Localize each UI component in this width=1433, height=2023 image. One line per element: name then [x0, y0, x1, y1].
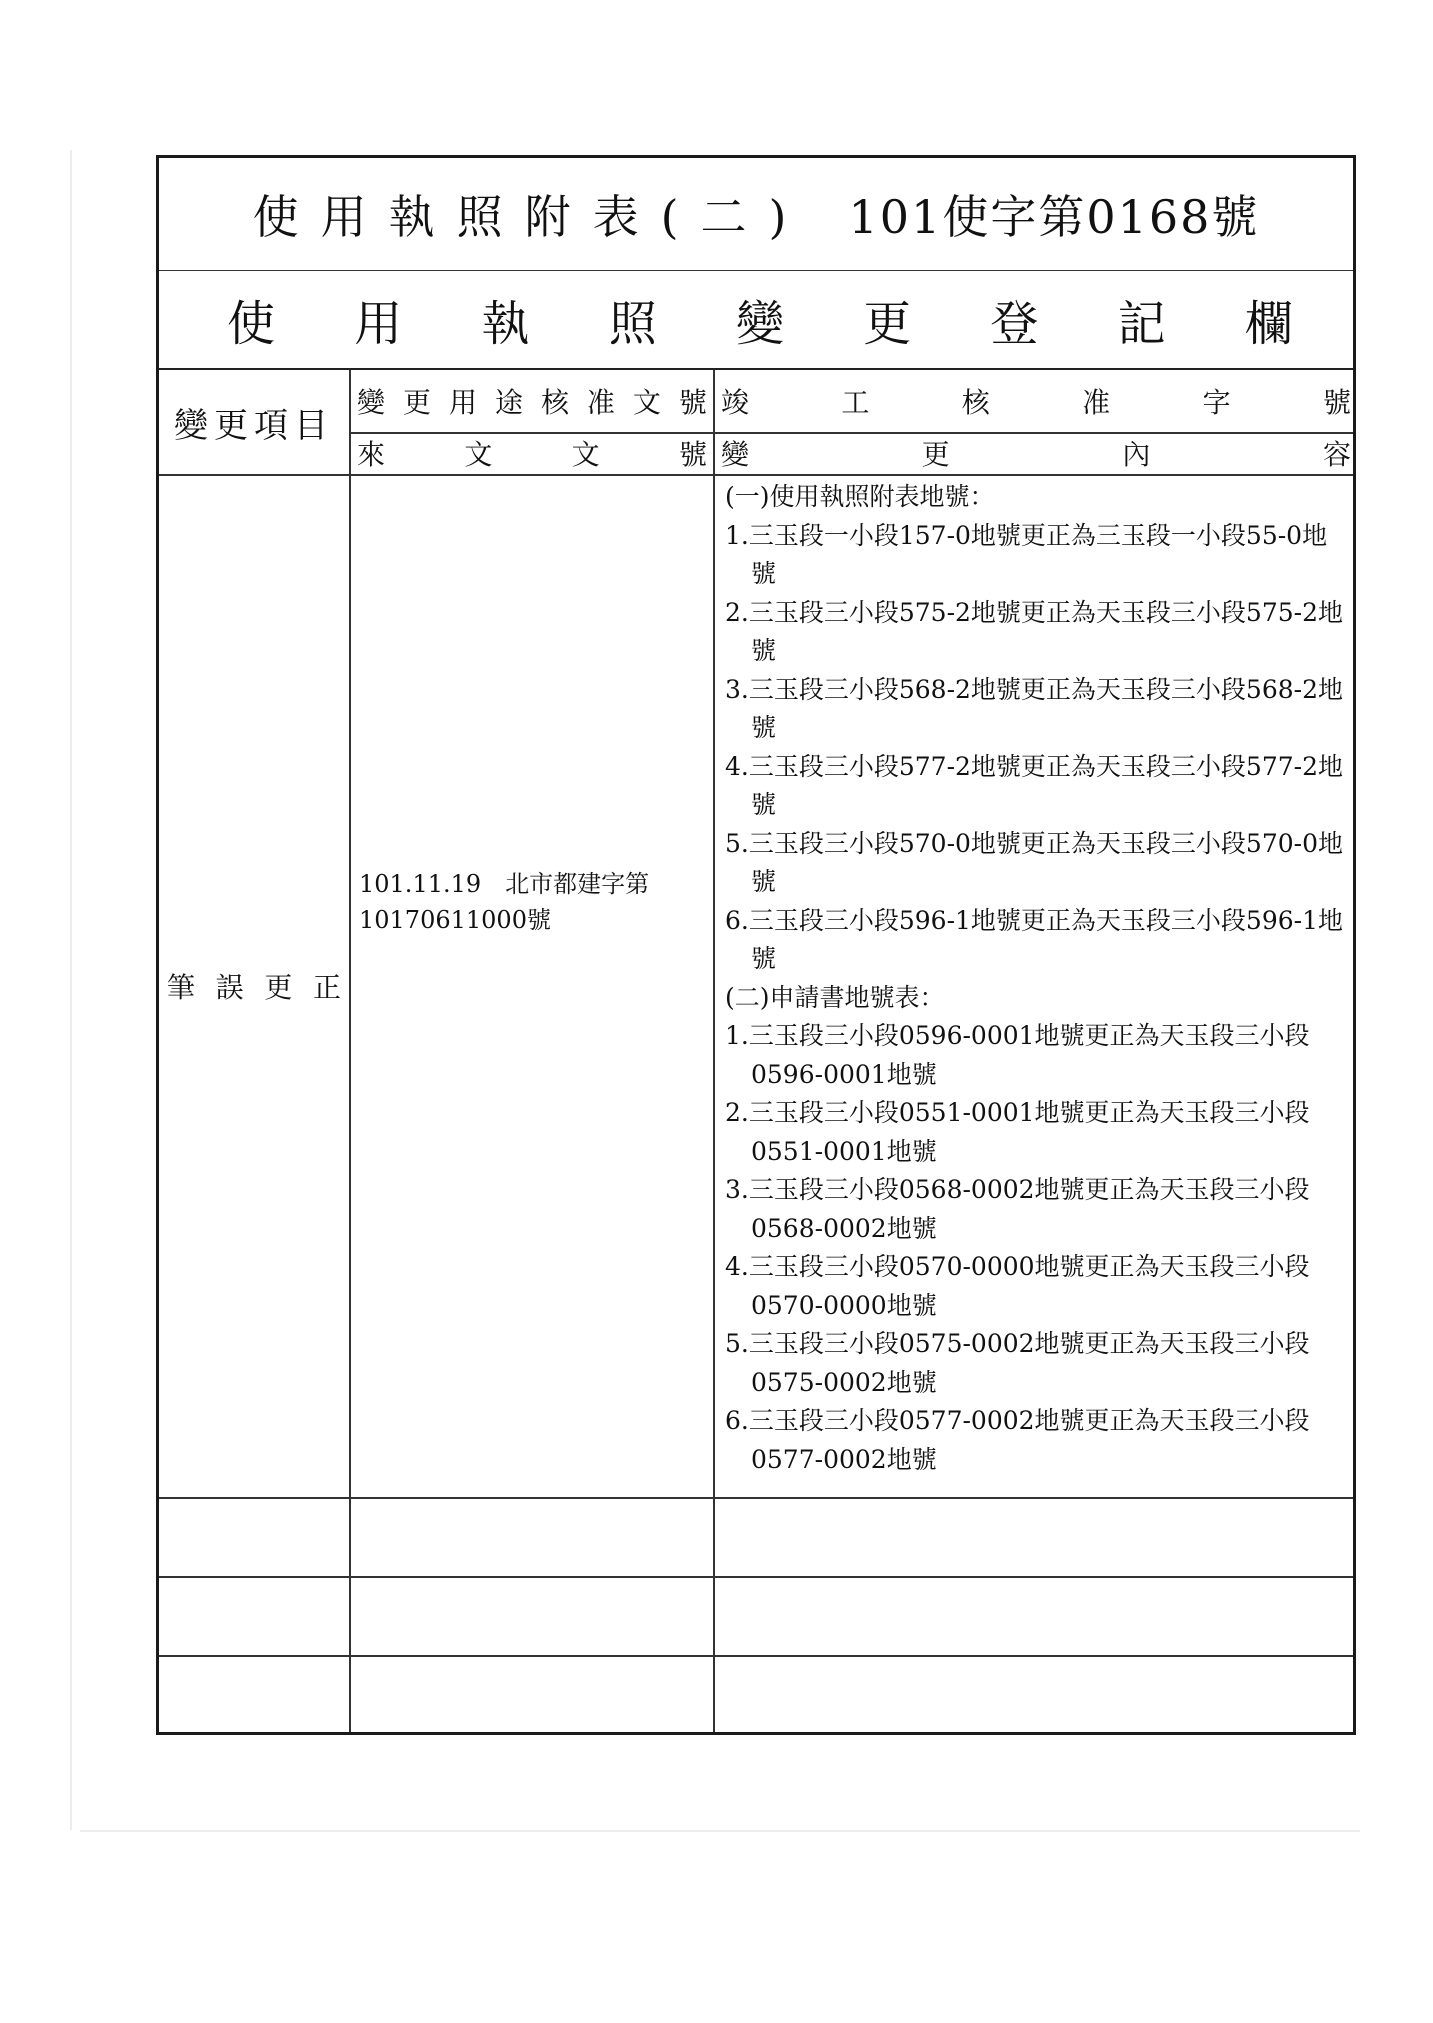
spread-char: 內: [1122, 438, 1151, 471]
spread-char: 登: [990, 295, 1039, 352]
content-entry: 4.三玉段三小段577-2地號更正為天玉段三小段577-2地號: [725, 751, 1343, 819]
spread-char: 容: [1322, 438, 1351, 471]
column-divider: [349, 370, 351, 1732]
spread-char: 更: [402, 386, 431, 419]
spread-char: 號: [1322, 386, 1351, 419]
spread-char: 更: [921, 438, 950, 471]
spread-char: 更: [863, 295, 912, 352]
page-title: [159, 158, 1353, 271]
spread-char: 文: [632, 386, 661, 419]
header-completion-no: [721, 370, 1351, 432]
spread-char: 工: [841, 386, 870, 419]
spread-char: 准: [586, 386, 615, 419]
spread-char: 正: [312, 970, 341, 1004]
content-entry: 6.三玉段三小段596-1地號更正為天玉段三小段596-1地號: [725, 905, 1343, 973]
content-entry: 1.三玉段一小段157-0地號更正為三玉段一小段55-0地號: [725, 520, 1328, 588]
register-grid: [159, 370, 1353, 1732]
spread-char: 更: [264, 970, 293, 1004]
spread-char: 用: [354, 295, 403, 352]
content-entry: 5.三玉段三小段0575-0002地號更正為天玉段三小段0575-0002地號: [725, 1329, 1310, 1397]
subtitle: [159, 270, 1353, 370]
content-section-heading: (二)申請書地號表：: [725, 982, 945, 1012]
title-number: 101使字第0168號: [848, 190, 1260, 244]
spread-char: 號: [678, 386, 707, 419]
empty-cell: [159, 1656, 349, 1734]
content-section-heading: (一)使用執照附表地號：: [725, 482, 995, 511]
spread-char: 變: [357, 386, 386, 419]
spread-char: 文: [464, 438, 493, 471]
spread-char: 途: [494, 386, 523, 419]
spread-char: 准: [1082, 386, 1111, 419]
spread-char: 核: [961, 386, 990, 419]
row-change-content: [713, 474, 1359, 1479]
spread-char: 號: [678, 438, 707, 471]
spread-char: 變: [735, 295, 784, 352]
title-main: 使用執照附表(二): [252, 190, 809, 244]
empty-cell: [159, 1577, 349, 1655]
content-entry: 3.三玉段三小段0568-0002地號更正為天玉段三小段0568-0002地號: [725, 1175, 1310, 1243]
content-entry: 2.三玉段三小段575-2地號更正為天玉段三小段575-2地號: [725, 597, 1343, 665]
spread-char: 欄: [1244, 295, 1293, 352]
row-doc-number: 101.11.19 北市都建字第10170611000號: [359, 870, 650, 934]
spread-char: 筆: [167, 970, 196, 1004]
content-entry: 6.三玉段三小段0577-0002地號更正為天玉段三小段0577-0002地號: [725, 1406, 1310, 1474]
spread-char: 文: [571, 438, 600, 471]
header-change-content: [721, 432, 1351, 474]
spread-char: 使: [227, 295, 276, 352]
spread-char: 字: [1202, 386, 1231, 419]
content-entry: 5.三玉段三小段570-0地號更正為天玉段三小段570-0地號: [725, 828, 1343, 896]
content-entry: 3.三玉段三小段568-2地號更正為天玉段三小段568-2地號: [725, 674, 1343, 742]
spread-char: 照: [608, 295, 657, 352]
license-annex-table: [156, 155, 1356, 1735]
spread-char: 竣: [721, 386, 750, 419]
content-entry: 2.三玉段三小段0551-0001地號更正為天玉段三小段0551-0001地號: [725, 1098, 1310, 1166]
spread-char: 變: [721, 438, 750, 471]
content-entry: 1.三玉段三小段0596-0001地號更正為天玉段三小段0596-0001地號: [725, 1021, 1310, 1089]
spread-char: 記: [1117, 295, 1166, 352]
spread-char: 誤: [215, 970, 244, 1004]
scan-artifact: [80, 1830, 1360, 1832]
header-usage-doc: [357, 370, 707, 432]
spread-char: 用: [448, 386, 477, 419]
empty-cell: [159, 1498, 349, 1576]
spread-char: 執: [481, 295, 530, 352]
scan-artifact: [70, 150, 72, 1830]
header-incoming-doc: [357, 432, 707, 474]
content-entry: 4.三玉段三小段0570-0000地號更正為天玉段三小段0570-0000地號: [725, 1252, 1310, 1320]
row-item-name: [159, 474, 349, 1497]
header-item: 變更項目: [174, 405, 334, 446]
spread-char: 來: [357, 438, 386, 471]
spread-char: 核: [540, 386, 569, 419]
